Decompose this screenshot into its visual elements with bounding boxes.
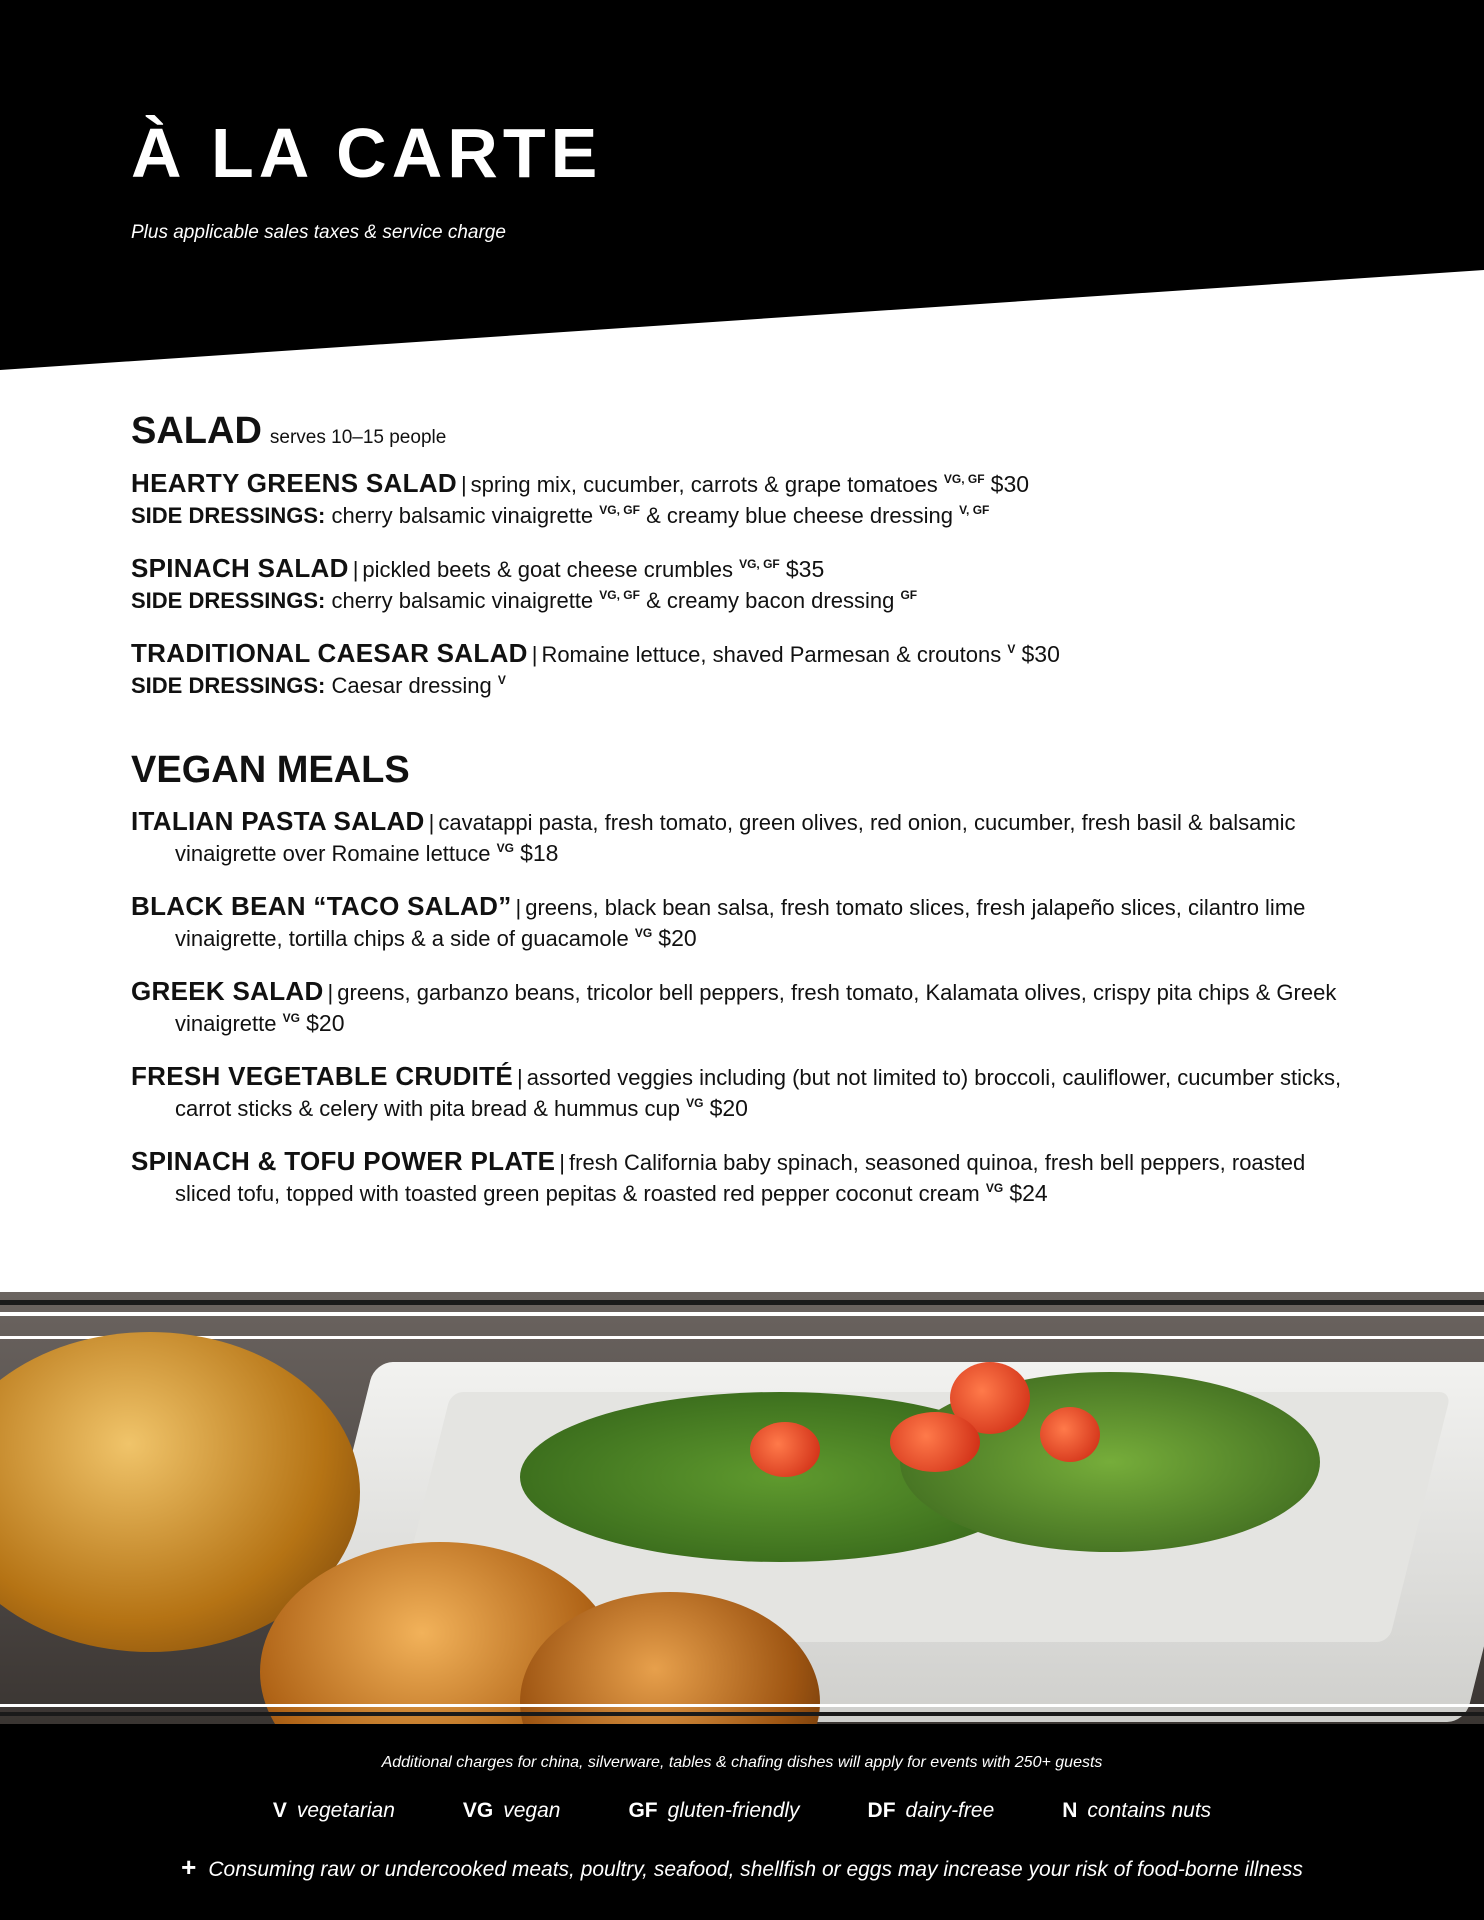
- menu-item-caesar-salad: [131, 638, 1351, 701]
- legend-label: vegetarian: [296, 1799, 395, 1822]
- legend-label: vegan: [503, 1799, 561, 1822]
- item-name: GREEK SALAD: [131, 976, 324, 1007]
- legend-item-vg: [463, 1799, 561, 1823]
- salad-title-text: SALAD: [131, 410, 262, 452]
- item-price: $20: [658, 925, 697, 952]
- legend-code: VG: [462, 1799, 494, 1822]
- menu-item-hearty-greens: [131, 468, 1351, 531]
- item-description: pickled beets & goat cheese crumbles: [362, 556, 733, 582]
- legend-item-n: [1062, 1799, 1211, 1823]
- diet-tags: V: [497, 672, 506, 687]
- item-price: $20: [306, 1010, 345, 1037]
- dressing-label: SIDE DRESSINGS:: [131, 672, 326, 698]
- item-name: SPINACH SALAD: [131, 552, 349, 583]
- dressing-label: SIDE DRESSINGS:: [131, 587, 326, 613]
- diet-tags: GF: [900, 587, 918, 602]
- diet-tags: VG: [496, 841, 514, 856]
- tomato: [1040, 1407, 1100, 1462]
- section-title-vegan: VEGAN MEALS: [131, 748, 410, 791]
- side-dressings: [131, 585, 1351, 616]
- legend-label: dairy-free: [905, 1799, 995, 1822]
- item-price: $35: [785, 555, 825, 582]
- separator: |: [460, 471, 467, 497]
- diet-legend: [0, 1799, 1484, 1823]
- diet-tags: VG, GF: [599, 502, 640, 517]
- photo-stripe: [0, 1712, 1484, 1716]
- photo-stripe: [0, 1300, 1484, 1305]
- item-name: BLACK BEAN “TACO SALAD”: [131, 891, 512, 922]
- menu-item-tofu-power-plate: [131, 1146, 1351, 1209]
- item-description: fresh California baby spinach, seasoned quinoa, fresh bell peppers, roasted sliced tofu, topped with toasted green pepitas & roasted red pepper coconut cream: [175, 1150, 1306, 1207]
- separator: |: [559, 1150, 566, 1176]
- diet-tags: VG: [686, 1096, 704, 1111]
- legend-code: DF: [867, 1799, 896, 1822]
- plus-icon: +: [181, 1852, 197, 1882]
- diet-tags: V: [1007, 641, 1016, 656]
- vegan-section: [131, 749, 1351, 1210]
- page-subtitle: Plus applicable sales taxes & service charge: [131, 222, 506, 243]
- item-price: $20: [709, 1095, 748, 1122]
- item-name: SPINACH & TOFU POWER PLATE: [131, 1146, 556, 1177]
- legend-label: contains nuts: [1087, 1799, 1212, 1822]
- legend-item-df: [868, 1799, 995, 1823]
- menu-item-italian-pasta: [131, 806, 1351, 869]
- legend-label: gluten-friendly: [667, 1799, 800, 1822]
- item-price: $18: [520, 840, 559, 867]
- warning-text: Consuming raw or undercooked meats, poultry, seafood, shellfish or eggs may increase your risk of food-borne illness: [208, 1858, 1303, 1881]
- diet-tags: V, GF: [959, 502, 990, 517]
- item-name: HEARTY GREENS SALAD: [131, 467, 457, 498]
- side-dressings: [131, 670, 1351, 701]
- diet-tags: VG, GF: [739, 556, 780, 571]
- menu-item-greek-salad: [131, 976, 1351, 1039]
- section-title-salad: [131, 410, 1351, 454]
- photo-stripe: [0, 1336, 1484, 1339]
- menu-item-spinach-salad: [131, 553, 1351, 616]
- item-description: Romaine lettuce, shaved Parmesan & croutons: [541, 641, 1002, 667]
- separator: |: [531, 641, 538, 667]
- separator: |: [428, 810, 435, 836]
- footer: [0, 1724, 1484, 1920]
- additional-charges-note: Additional charges for china, silverware, tables & chafing dishes will apply for events with 250+ guests: [381, 1754, 1103, 1771]
- dressing-option: Caesar dressing: [331, 672, 492, 698]
- legend-code: N: [1062, 1799, 1078, 1822]
- page-title: À LA CARTE: [131, 114, 603, 192]
- dressing-option: & creamy blue cheese dressing: [646, 502, 954, 528]
- food-safety-warning: [0, 1852, 1484, 1883]
- item-description: greens, garbanzo beans, tricolor bell peppers, fresh tomato, Kalamata olives, crispy pita chips & Greek vinaigrette: [175, 980, 1337, 1037]
- photo-stripe: [0, 1704, 1484, 1707]
- item-name: FRESH VEGETABLE CRUDITÉ: [131, 1061, 513, 1092]
- diet-tags: VG: [985, 1181, 1004, 1196]
- menu-item-taco-salad: [131, 891, 1351, 954]
- salad-photo: [0, 1292, 1484, 1724]
- separator: |: [517, 1065, 523, 1091]
- item-description: assorted veggies including (but not limited to) broccoli, cauliflower, cucumber sticks, carrot sticks & celery with pita bread & hummus cup: [175, 1065, 1342, 1122]
- legend-code: V: [272, 1799, 287, 1822]
- legend-item-v: [273, 1799, 395, 1823]
- serves-note: serves 10–15 people: [269, 427, 447, 448]
- dressing-option: cherry balsamic vinaigrette: [331, 502, 594, 528]
- side-dressings: [131, 500, 1351, 531]
- dressing-label: SIDE DRESSINGS:: [131, 502, 326, 528]
- tomato: [890, 1412, 980, 1472]
- item-description: spring mix, cucumber, carrots & grape tomatoes: [470, 471, 938, 497]
- item-price: $24: [1009, 1180, 1048, 1207]
- legend-item-gf: [628, 1799, 799, 1823]
- diet-tags: VG: [634, 926, 653, 941]
- menu-content: [131, 410, 1351, 1231]
- salad-section: [131, 410, 1351, 701]
- dressing-option: & creamy bacon dressing: [646, 587, 895, 613]
- separator: |: [515, 895, 522, 921]
- item-name: ITALIAN PASTA SALAD: [131, 806, 425, 837]
- separator: |: [352, 556, 359, 582]
- diet-tags: VG, GF: [599, 587, 640, 602]
- item-price: $30: [990, 470, 1030, 497]
- dressing-option: cherry balsamic vinaigrette: [331, 587, 594, 613]
- item-description: greens, black bean salsa, fresh tomato slices, fresh jalapeño slices, cilantro lime vinaigrette, tortilla chips & a side of guacamole: [175, 895, 1306, 952]
- item-name: TRADITIONAL CAESAR SALAD: [131, 637, 528, 668]
- tomato: [750, 1422, 820, 1477]
- photo-stripe: [0, 1312, 1484, 1316]
- item-description: cavatappi pasta, fresh tomato, green olives, red onion, cucumber, fresh basil & balsamic vinaigrette over Romaine lettuce: [175, 810, 1296, 867]
- item-price: $30: [1021, 640, 1060, 667]
- diet-tags: VG: [282, 1011, 300, 1026]
- diet-tags: VG, GF: [943, 471, 985, 486]
- legend-code: GF: [628, 1799, 658, 1822]
- menu-item-vegetable-crudite: [131, 1061, 1351, 1124]
- separator: |: [327, 980, 334, 1006]
